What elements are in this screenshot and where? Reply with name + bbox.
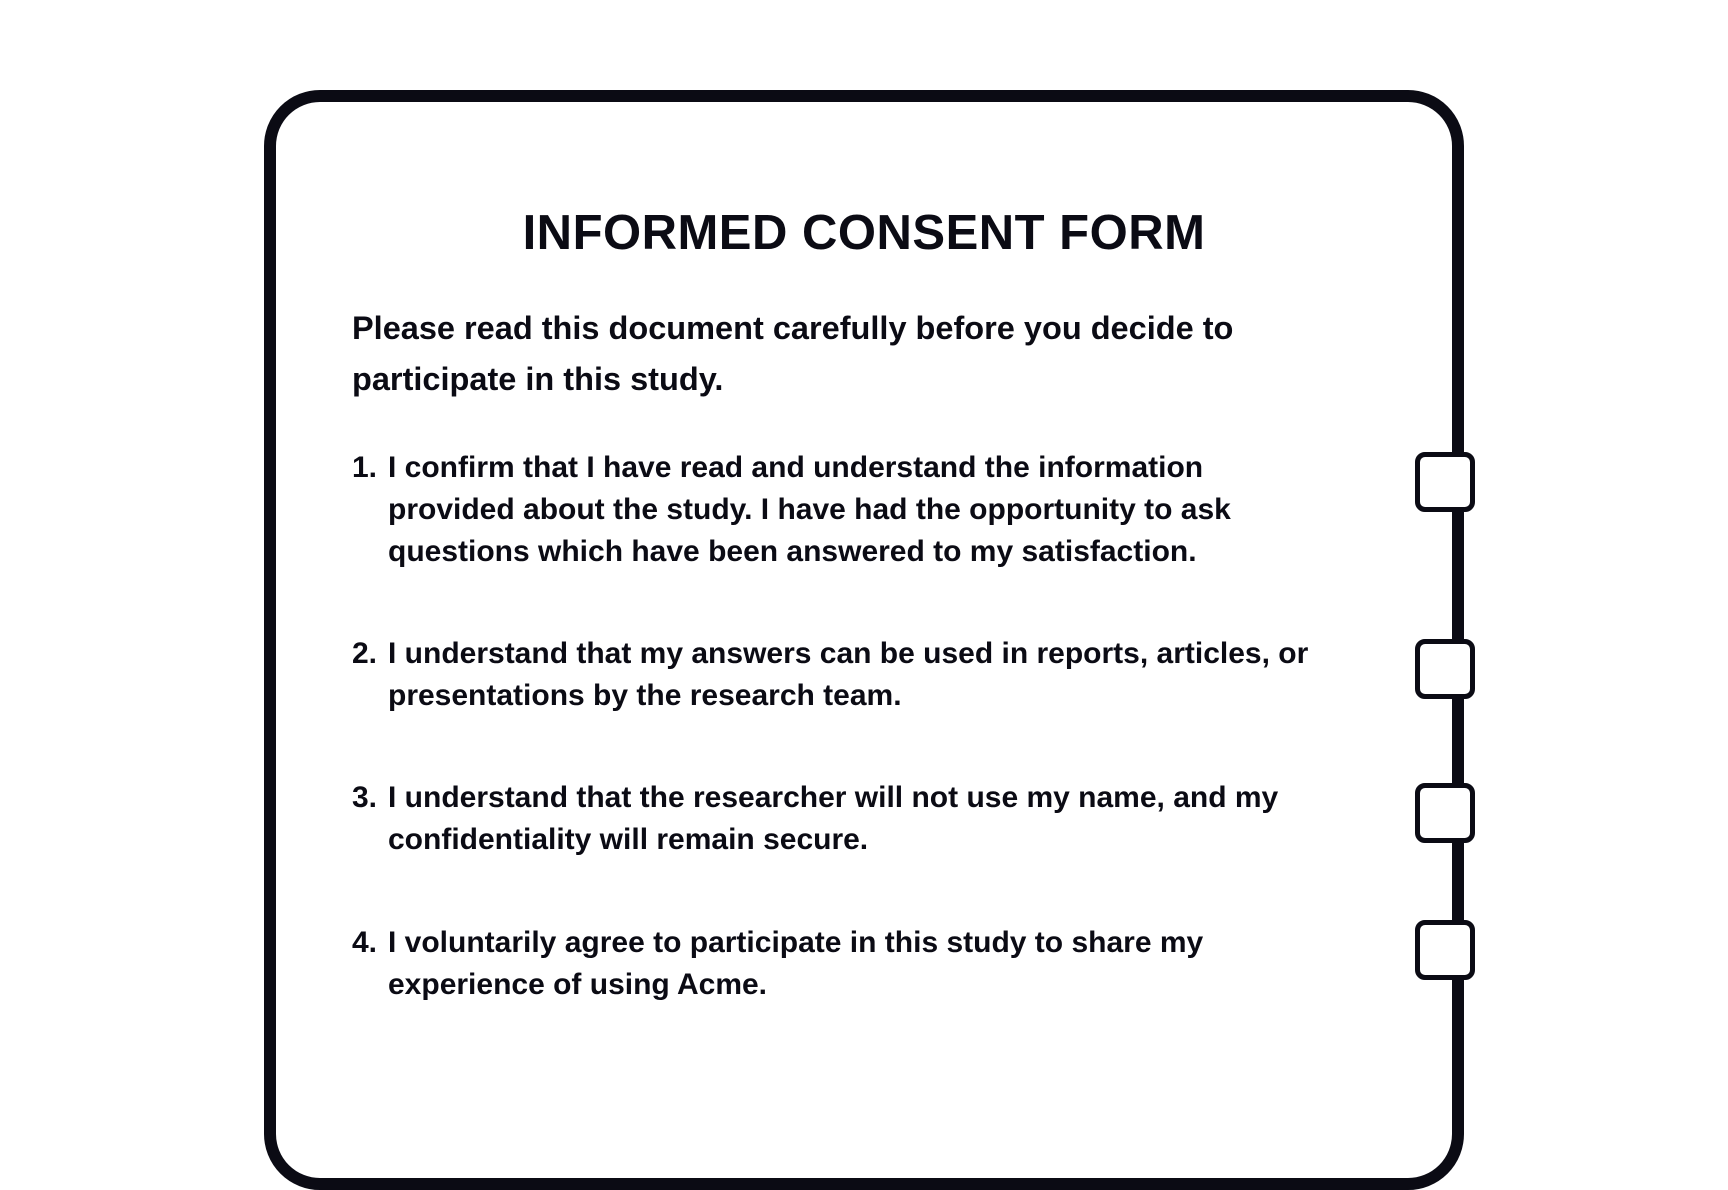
- consent-item-text: I understand that my answers can be used in reports, articles, or presentations by the research team.: [388, 637, 1309, 712]
- consent-item-number: 1.: [352, 451, 378, 484]
- consent-item-number: 2.: [352, 637, 378, 670]
- consent-item-text: I voluntarily agree to participate in this study to share my experience of using Acme.: [388, 926, 1204, 1001]
- consent-item-3: [352, 777, 1442, 861]
- consent-checkbox-2[interactable]: [1415, 639, 1475, 699]
- consent-checkbox-1[interactable]: [1415, 452, 1475, 512]
- consent-item-number: 3.: [352, 781, 378, 814]
- intro-text: Please read this document carefully before you decide to participate in this study.: [352, 310, 1234, 397]
- consent-item-text: I confirm that I have read and understand the information provided about the study. I have had the opportunity to ask questions which have been answered to my satisfaction.: [388, 451, 1231, 568]
- form-title: INFORMED CONSENT FORM: [522, 206, 1206, 260]
- consent-checkbox-3[interactable]: [1415, 783, 1475, 843]
- consent-item-text: I understand that the researcher will not use my name, and my confidentiality will remain secure.: [388, 781, 1279, 856]
- consent-item-2: [352, 633, 1442, 717]
- consent-checkbox-4[interactable]: [1415, 920, 1475, 980]
- consent-item-number: 4.: [352, 926, 378, 959]
- consent-item-4: [352, 922, 1442, 1006]
- consent-item-1: [352, 447, 1442, 573]
- consent-form-card: [264, 90, 1464, 1190]
